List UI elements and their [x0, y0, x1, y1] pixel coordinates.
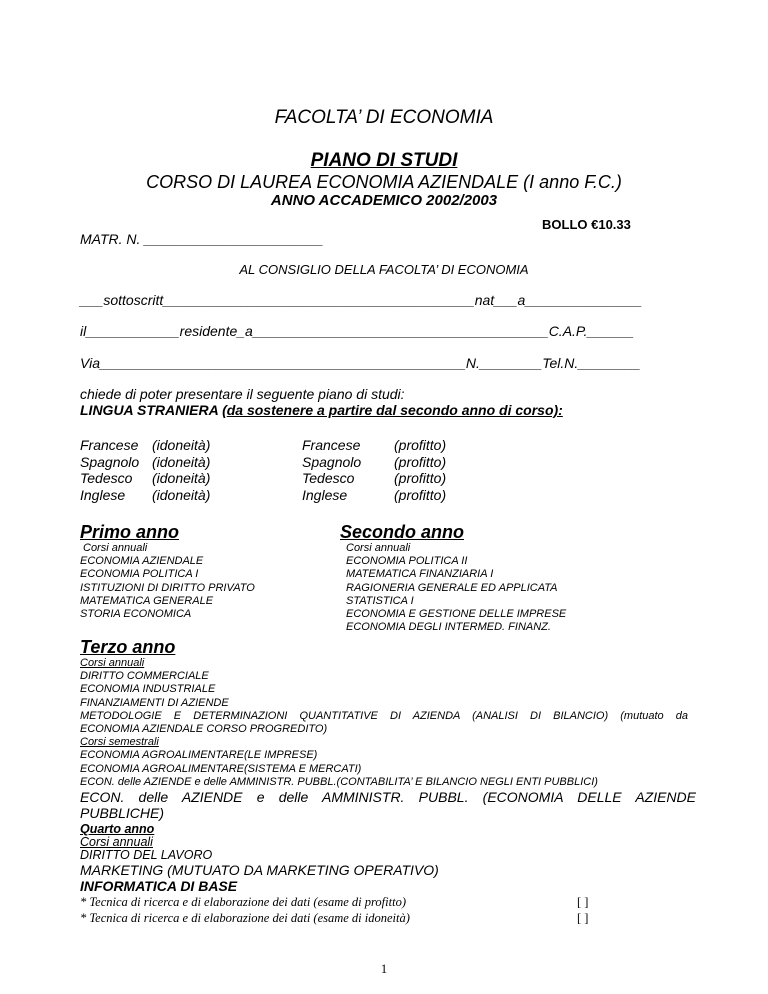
course-item: DIRITTO COMMERCIALE	[80, 670, 209, 683]
language-type-idoneita	[152, 437, 210, 503]
course-item: STATISTICA I	[346, 594, 414, 607]
course-item: FINANZIAMENTI DI AZIENDE	[80, 696, 229, 709]
language-type: (profitto)	[394, 486, 447, 503]
third-year-courses	[80, 657, 688, 789]
language-type: (idoneità)	[152, 486, 211, 503]
course-item: ECONOMIA AGROALIMENTARE(SISTEMA E MERCATI)	[80, 762, 362, 775]
language-label: LINGUA STRANIERA (	[80, 402, 227, 418]
first-year-heading: Primo anno	[80, 522, 180, 542]
first-year-courses	[80, 542, 255, 621]
name-birth-field[interactable]: ___sottoscritt________________________________________nat___a_______________	[80, 292, 643, 308]
checkbox-profitto[interactable]: [ ]	[577, 895, 589, 909]
course-item: INFORMATICA DI BASE	[80, 878, 238, 894]
matriculation-field[interactable]: MATR. N. _______________________	[80, 231, 324, 247]
course-item: ECONOMIA E GESTIONE DELLE IMPRESE	[346, 608, 567, 621]
course-item: ECONOMIA AGROALIMENTARE(LE IMPRESE)	[80, 749, 318, 762]
language-note: da sostenere a partire dal secondo anno di corso):	[226, 402, 563, 418]
course-item: ECONOMIA DEGLI INTERMED. FINANZ.	[346, 621, 551, 634]
course-item: STORIA ECONOMICA	[80, 608, 192, 621]
language-name: Francese	[80, 437, 139, 453]
addressee: AL CONSIGLIO DELLA FACOLTA’ DI ECONOMIA	[239, 262, 529, 277]
language-name: Inglese	[80, 486, 126, 503]
academic-year: ANNO ACCADEMICO 2002/2003	[270, 192, 498, 209]
option-idoneita: * Tecnica di ricerca e di elaborazione dei dati (esame di idoneità)	[80, 911, 410, 925]
language-type: (profitto)	[394, 437, 447, 453]
course-item: ECONOMIA AZIENDALE	[80, 555, 204, 568]
course-item: ISTITUZIONI DI DIRITTO PRIVATO	[80, 581, 255, 594]
stamp-duty: BOLLO €10.33	[542, 217, 631, 232]
language-list-profitto	[302, 437, 361, 503]
language-type: (profitto)	[394, 470, 447, 486]
course-item: ECONOMIA AZIENDALE CORSO PROGREDITO)	[80, 723, 328, 736]
first-year-sub: Corsi annuali	[83, 542, 148, 554]
course-item: ECON. delle AZIENDE e delle AMMINISTR. PUBBL. (ECONOMIA DELLE AZIENDE	[80, 789, 696, 805]
course-item: ECONOMIA POLITICA I	[80, 568, 199, 581]
language-name: Tedesco	[80, 470, 133, 486]
course-title: CORSO DI LAUREA ECONOMIA AZIENDALE (I anno F.C.)	[146, 172, 622, 192]
language-heading	[80, 402, 563, 419]
second-year-courses	[346, 542, 566, 634]
fourth-year-heading: Quarto anno	[80, 822, 155, 836]
language-name: Francese	[302, 437, 361, 453]
document-title: PIANO DI STUDI	[310, 150, 458, 171]
course-item: METODOLOGIE E DETERMINAZIONI QUANTITATIVE DI AZIENDA (ANALISI DI BILANCIO) (mutuato da	[80, 709, 688, 722]
language-type: (idoneità)	[152, 470, 211, 486]
residence-field[interactable]: il____________residente_a______________________________________C.A.P.______	[80, 323, 635, 339]
language-name: Inglese	[302, 486, 348, 503]
course-item: RAGIONERIA GENERALE ED APPLICATA	[346, 581, 558, 594]
page-number: 1	[380, 962, 388, 976]
language-name: Spagnolo	[80, 453, 140, 470]
annual-label: Corsi annuali	[80, 835, 153, 849]
language-list-idoneita	[80, 437, 139, 503]
option-profitto: * Tecnica di ricerca e di elaborazione dei dati (esame di profitto)	[80, 895, 406, 909]
course-item: ECONOMIA INDUSTRIALE	[80, 683, 216, 696]
course-item: MARKETING (MUTUATO DA MARKETING OPERATIVO)	[80, 862, 439, 878]
faculty-title: FACOLTA’ DI ECONOMIA	[274, 107, 494, 128]
second-year-sub: Corsi annuali	[346, 542, 411, 554]
course-item: MATEMATICA FINANZIARIA I	[346, 568, 494, 581]
second-year-heading: Secondo anno	[340, 522, 465, 542]
language-type-profitto	[394, 437, 446, 503]
third-year-heading: Terzo anno	[80, 637, 176, 657]
annual-label: Corsi annuali	[80, 657, 145, 669]
language-type: (idoneità)	[152, 437, 211, 453]
course-item: DIRITTO DEL LAVORO	[80, 848, 213, 862]
language-type: (profitto)	[394, 453, 447, 470]
course-item: PUBBLICHE)	[80, 805, 165, 821]
course-item: ECONOMIA POLITICA II	[346, 555, 468, 568]
course-item: MATEMATICA GENERALE	[80, 594, 214, 607]
course-item: ECON. delle AZIENDE e delle AMMINISTR. PUBBL.(CONTABILITA’ E BILANCIO NEGLI ENTI PUBBLICI)	[80, 775, 598, 788]
semester-label: Corsi semestrali	[80, 736, 159, 749]
address-field[interactable]: Via_______________________________________________N.________Tel.N.________	[80, 355, 641, 371]
language-type: (idoneità)	[152, 453, 211, 470]
checkbox-idoneita[interactable]: [ ]	[577, 911, 589, 925]
request-text: chiede di poter presentare il seguente piano di studi:	[80, 386, 405, 402]
language-name: Spagnolo	[302, 453, 362, 470]
language-name: Tedesco	[302, 470, 355, 486]
